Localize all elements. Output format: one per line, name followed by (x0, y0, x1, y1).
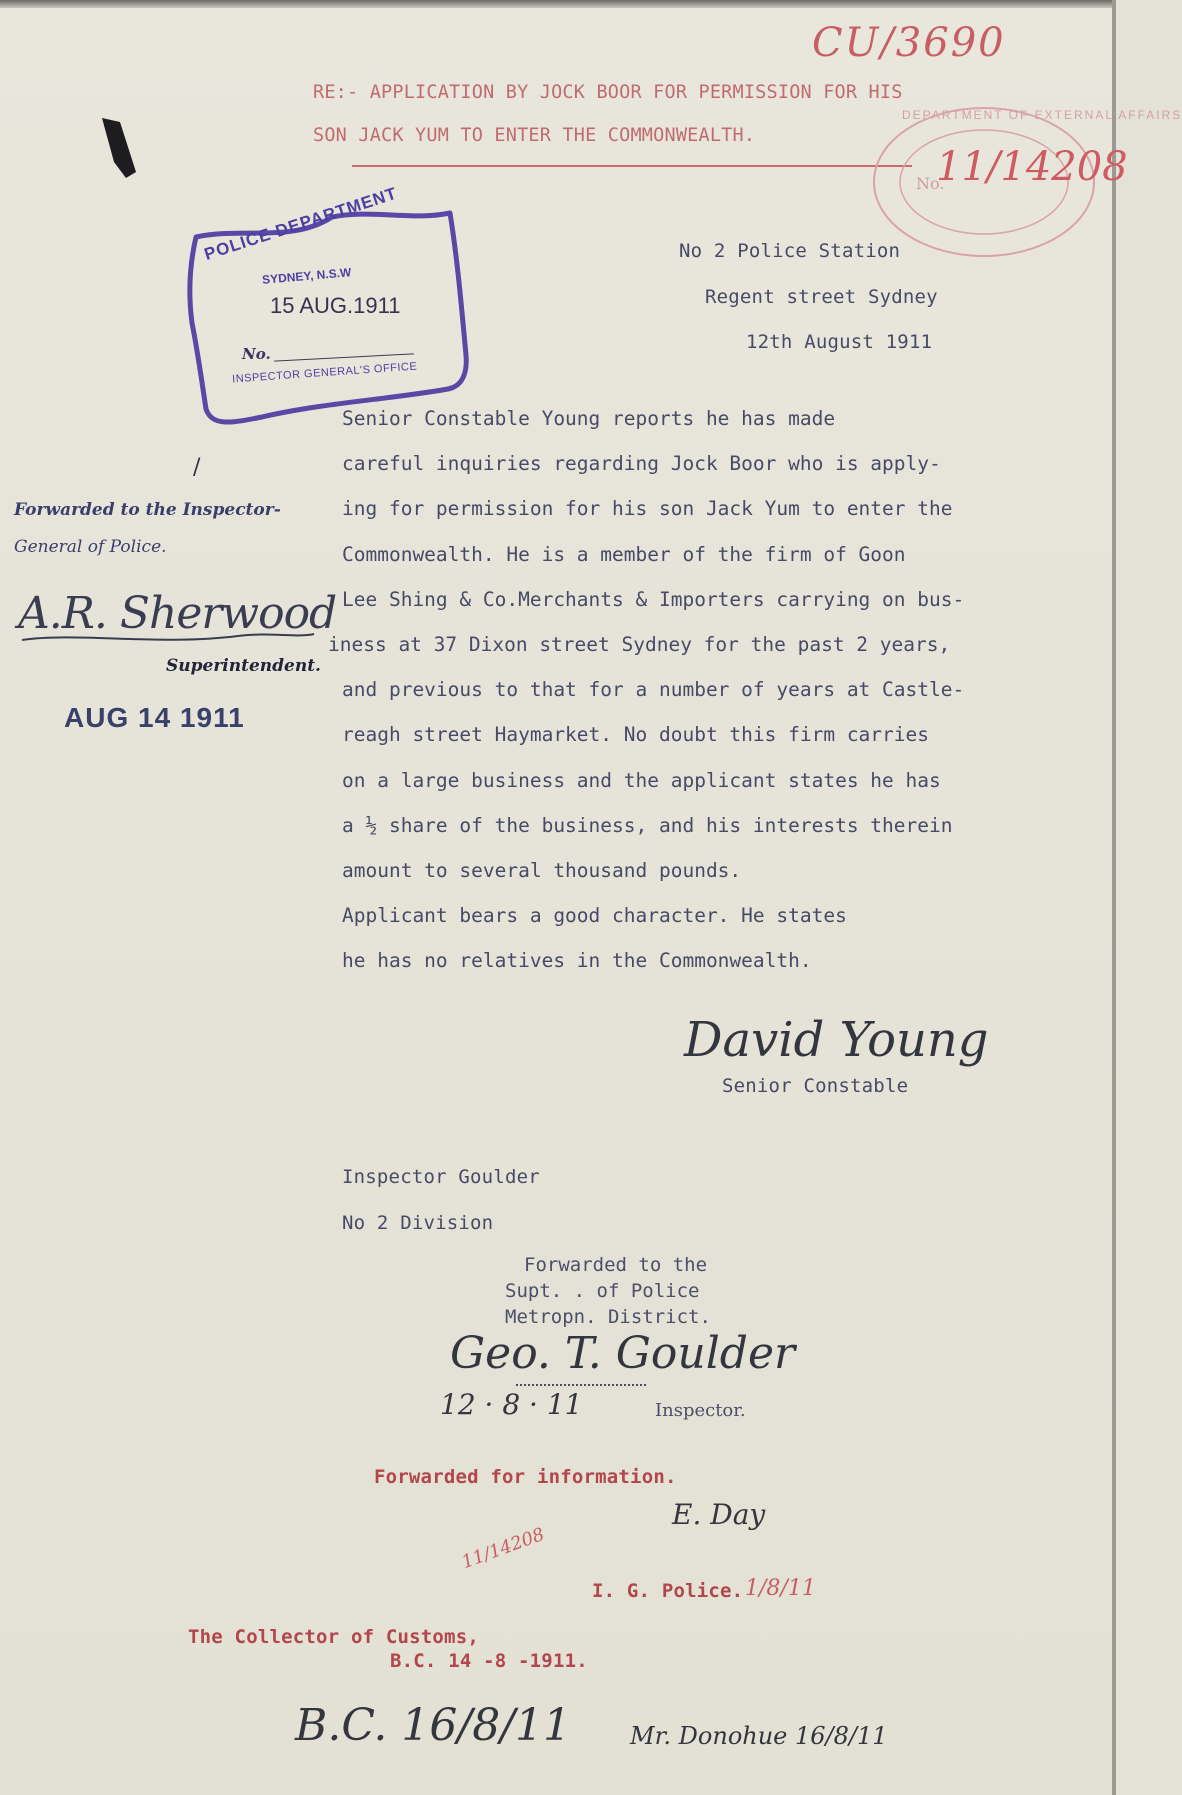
ext-stamp-number: 11/14208 (936, 144, 1128, 190)
inspector-date: 12 · 8 · 11 (440, 1388, 583, 1421)
inspector-dotted-line (516, 1384, 646, 1386)
margin-tick: / (193, 455, 201, 480)
police-stamp-date: 15 AUG.1911 (270, 293, 401, 318)
report-line: iness at 37 Dixon street Sydney for the past 2 years, (328, 633, 951, 657)
report-line: ing for permission for his son Jack Yum to enter the (342, 497, 953, 521)
collector-sign-left: B.C. 16/8/11 (295, 1700, 572, 1751)
ext-stamp-no-label: No. (916, 174, 945, 193)
ig-title-initial: 1/8/11 (745, 1576, 816, 1601)
scan-right-edge (1112, 0, 1116, 1795)
report-line: Lee Shing & Co.Merchants & Importers carrying on bus- (342, 587, 965, 611)
constable-title: Senior Constable (722, 1075, 909, 1097)
report-line: careful inquiries regarding Jock Boor who is apply- (342, 452, 941, 476)
report-line: and previous to that for a number of years at Castle- (342, 678, 965, 702)
punch-mark (96, 112, 142, 184)
margin-note-line-2: General of Police. (14, 537, 167, 557)
address-line-3: 12th August 1911 (746, 331, 933, 353)
report-line: amount to several thousand pounds. (342, 859, 742, 883)
superintendent-signature: A.R. Sherwood (18, 588, 337, 639)
ig-forward-text: Forwarded for information. (374, 1466, 677, 1488)
forwarded-line-2: Supt. . of Police (505, 1280, 700, 1302)
forwarded-line-1: Forwarded to the (524, 1254, 708, 1276)
collector-line-1: The Collector of Customs, (188, 1626, 479, 1648)
report-line: Senior Constable Young reports he has made (342, 407, 836, 430)
report-line: reagh street Haymarket. No doubt this firm carries (342, 723, 929, 747)
constable-signature: David Young (684, 1012, 989, 1068)
ig-initials: E. Day (672, 1498, 766, 1531)
addressee-line-1: Inspector Goulder (342, 1166, 540, 1188)
inspector-signature: Geo. T. Goulder (450, 1328, 796, 1379)
file-number: CU/3690 (812, 20, 1006, 66)
report-line: Applicant bears a good character. He states (342, 904, 847, 928)
superintendent-date-stamp: AUG 14 1911 (64, 702, 245, 733)
signature-flourish (18, 628, 318, 648)
superintendent-title: Superintendent. (166, 656, 321, 676)
report-body (328, 396, 1062, 984)
police-stamp-city: SYDNEY, N.S.W (261, 265, 352, 287)
heading-line-2: SON JACK YUM TO ENTER THE COMMONWEALTH. (313, 125, 756, 146)
margin-note-line-1: Forwarded to the Inspector- (14, 500, 281, 520)
collector-sign-right: Mr. Donohue 16/8/11 (630, 1722, 888, 1750)
ig-title: I. G. Police. (592, 1580, 744, 1602)
external-affairs-stamp (866, 100, 1182, 265)
address-line-2: Regent street Sydney (705, 286, 938, 308)
report-line: he has no relatives in the Commonwealth. (342, 949, 812, 973)
ext-stamp-ring-text: DEPARTMENT OF EXTERNAL AFFAIRS (902, 108, 1182, 122)
forwarded-line-3: Metropn. District. (505, 1306, 711, 1328)
report-line: a ½ share of the business, and his interests therein (342, 813, 953, 837)
report-line: on a large business and the applicant states he has (342, 768, 941, 792)
ig-registry: 11/14208 (459, 1523, 548, 1574)
address-line-1: No 2 Police Station (679, 240, 901, 262)
heading-line-1: RE:- APPLICATION BY JOCK BOOR FOR PERMISSION FOR HIS (313, 82, 903, 103)
heading-underline (352, 165, 912, 167)
scan-top-edge (0, 0, 1116, 8)
police-stamp-office: INSPECTOR GENERAL'S OFFICE (231, 360, 418, 386)
addressee-line-2: No 2 Division (342, 1212, 494, 1234)
inspector-title: Inspector. (655, 1400, 746, 1421)
collector-line-2: B.C. 14 -8 -1911. (390, 1650, 588, 1672)
police-stamp-no-label: No. (242, 345, 271, 363)
report-line: Commonwealth. He is a member of the firm of Goon (342, 542, 906, 566)
police-stamp-arc-text: POLICE DEPARTMENT (201, 183, 400, 265)
